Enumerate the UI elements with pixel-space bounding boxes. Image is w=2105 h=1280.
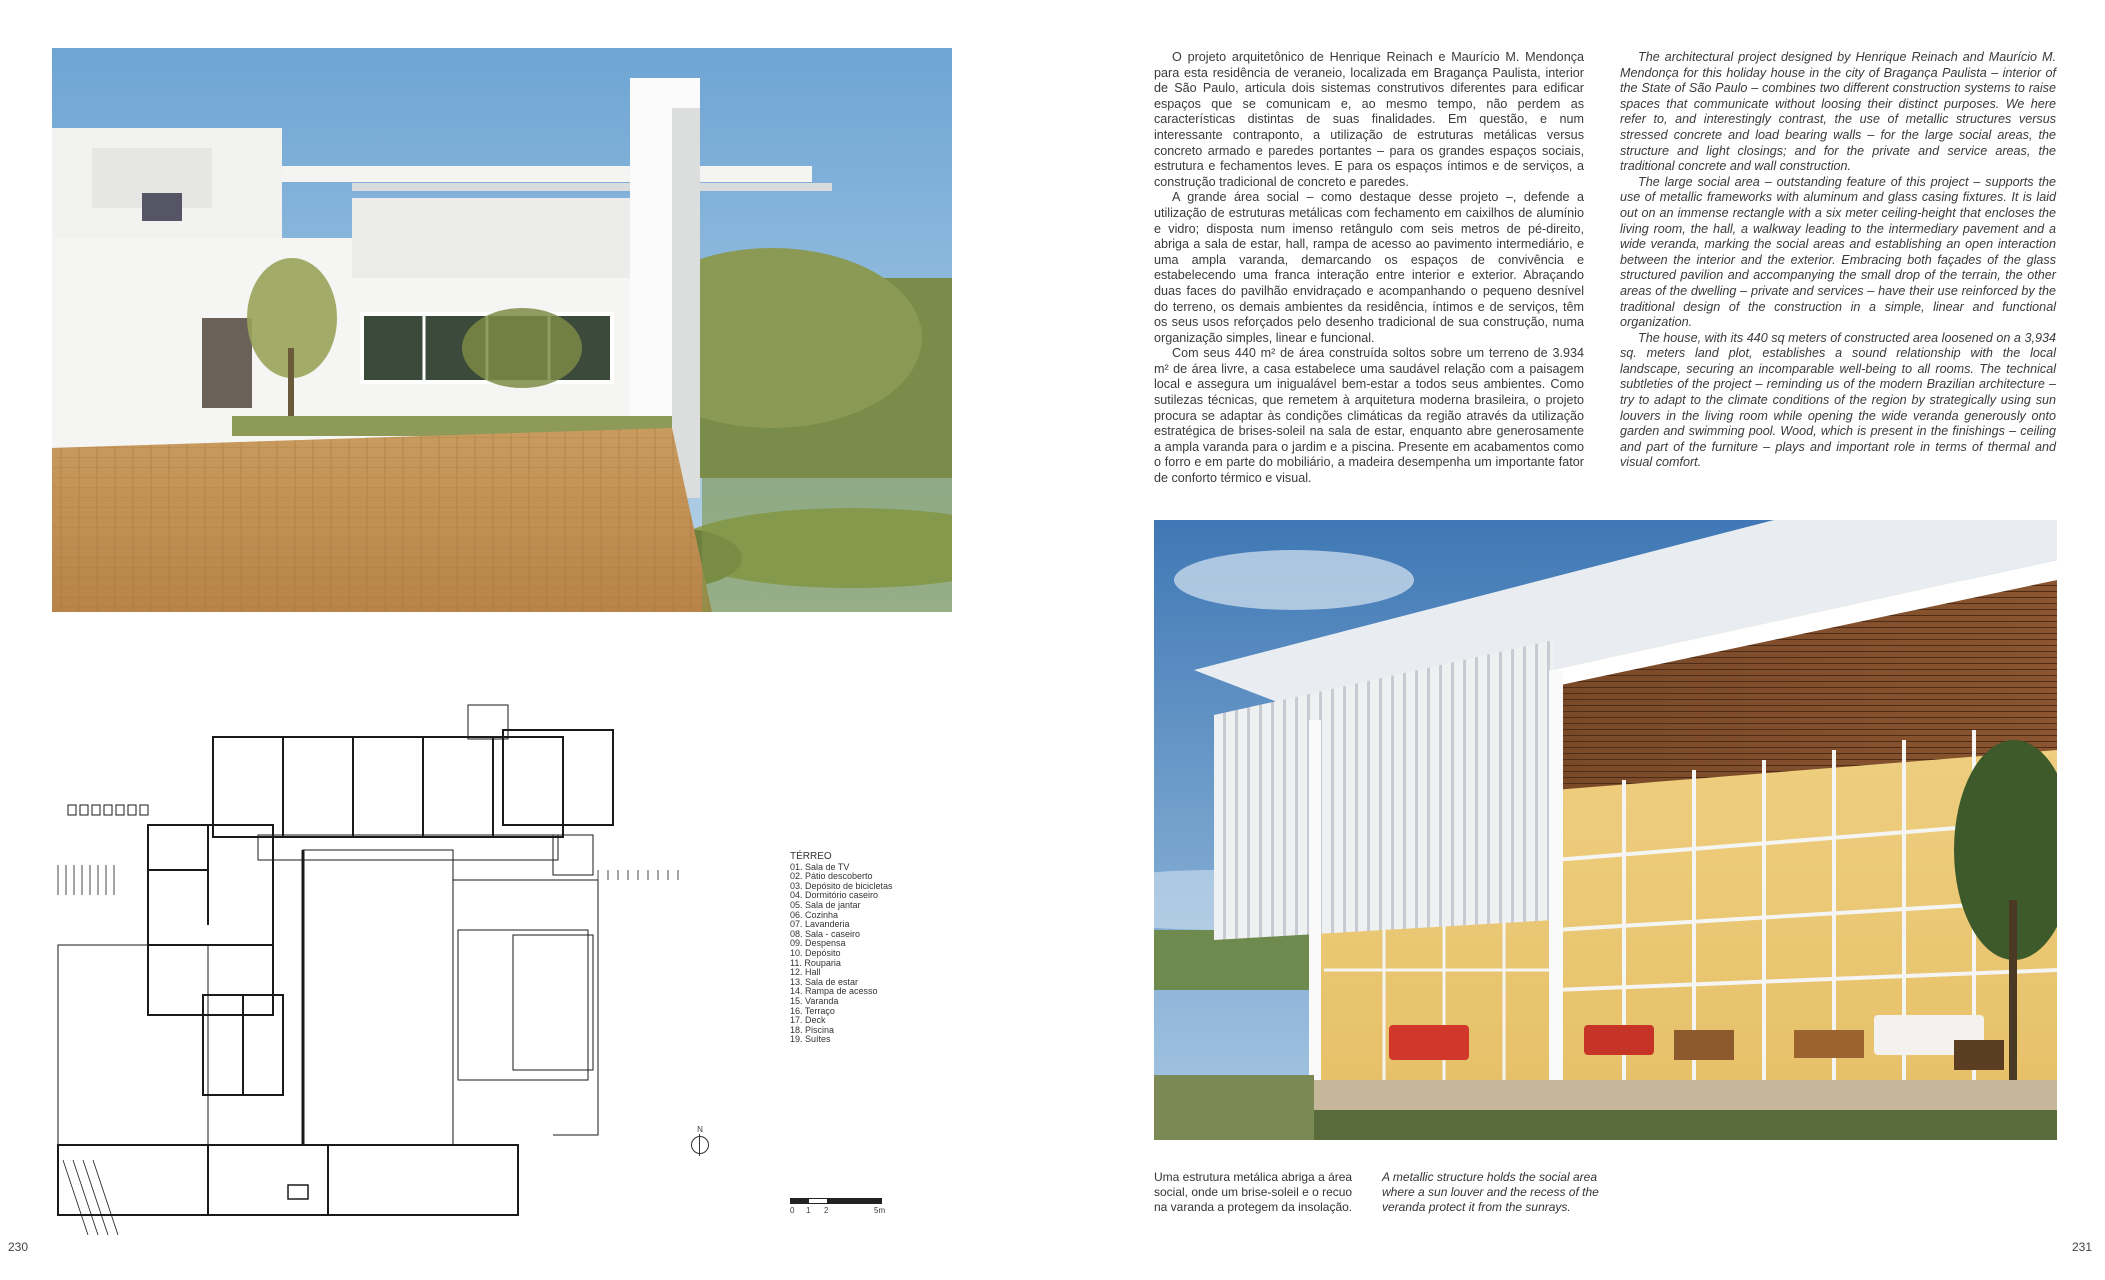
body-text-portuguese bbox=[1154, 50, 1584, 487]
legend-item: 03. Depósito de bicicletas bbox=[790, 880, 893, 891]
legend-item: 17. Deck bbox=[790, 1015, 826, 1026]
legend-item: 16. Terraço bbox=[790, 1005, 835, 1016]
legend-item: 07. Lavanderia bbox=[790, 919, 850, 930]
caption-english: A metallic structure holds the social area where a sun louver and the recess of the veranda protect it from the sunrays. bbox=[1382, 1170, 1599, 1214]
paragraph: The architectural project designed by Henrique Reinach and Maurício M. Mendonça for this holiday house in the city of Bragança Paulista – interior of the State of São Paulo – combines two different construction systems to raise spaces that communicate without loosing their distinct purposes. We here refer to, and interestingly contrast, the use of metallic structures versus stressed concrete and load bearing walls – for the large social areas, the structure and light closings; and for the private and service areas, the traditional concrete and wall construction. bbox=[1620, 50, 2056, 174]
exterior-photo bbox=[52, 48, 952, 612]
legend-item: 05. Sala de jantar bbox=[790, 899, 861, 910]
page-number-left: 230 bbox=[8, 1240, 29, 1254]
veranda-photo-icon bbox=[1154, 520, 2057, 1140]
legend-item: 12. Hall bbox=[790, 967, 821, 978]
scale-bar-graphic bbox=[790, 1198, 882, 1204]
legend-item: 01. Sala de TV bbox=[790, 861, 850, 872]
floor-plan-drawing-icon bbox=[48, 695, 768, 1235]
paragraph: O projeto arquitetônico de Henrique Reinach e Maurício M. Mendonça para esta residência de veraneio, localizada em Bragança Paulista, interior de São Paulo, articula dois sistemas construtivos diferentes para edificar espaços que se comunicam e, ao mesmo tempo, não perdem as características distintas de suas finalidades. Em questão, e num interessante contraponto, a utilização de estruturas metálicas versus concreto armado e paredes portantes – para os grandes espaços sociais, estrutura e fechamentos leves. E para os espaços íntimos e de serviços, a construção tradicional de concreto e paredes. bbox=[1154, 50, 1584, 189]
body-text-english bbox=[1620, 50, 2056, 471]
scale-label: 0 bbox=[790, 1206, 795, 1215]
scale-label: 1 bbox=[806, 1206, 811, 1215]
paragraph: The large social area – outstanding feature of this project – supports the use of metallic frameworks with aluminum and glass casing fixtures. It is laid out on an immense rectangle with a six meter ceiling-height that encloses the living room, the hall, a walkway leading to the intermediary pavement and a wide veranda, marking the social areas and establishing an open interaction between the interior and the exterior. Embracing both façades of the glass structured pavilion and accompanying the small drop of the terrain, the other areas of the dwelling – private and services – have their use reinforced by the traditional design of the construction in a simple, linear and functional organization. bbox=[1620, 174, 2056, 330]
house-exterior-photo-icon bbox=[52, 48, 952, 612]
legend-item: 11. Rouparia bbox=[790, 957, 841, 968]
paragraph: Com seus 440 m² de área construída soltos sobre um terreno de 3.934 m² de área livre, a casa estabelece uma saudável relação com a paisagem local e assegura um inigualável bem-estar a todos seus ambientes. Como sutilezas técnicas, que remetem à arquitetura moderna brasileira, o projeto procura se adaptar às condições climáticas da região através da utilização estratégica de brises-soleil na sala de estar, enquanto abre generosamente a ampla varanda para o jardim e a piscina. Presente em acabamentos como o forro e em parte do mobiliário, a madeira desempenha um importante fator de conforto térmico e visual. bbox=[1154, 346, 1584, 486]
legend-item: 19. Suítes bbox=[790, 1034, 831, 1045]
legend-title: TÉRREO bbox=[790, 851, 832, 862]
scale-bar bbox=[790, 1198, 890, 1222]
legend-item: 18. Piscina bbox=[790, 1024, 835, 1035]
legend-item: 10. Depósito bbox=[790, 947, 841, 958]
paragraph: The house, with its 440 sq meters of constructed area loosened on a 3,934 sq. meters land plot, establishes a sound relationship with the local landscape, securing an incomparable well-being to all rooms. The technical subtleties of the project – reminding us of the modern Brazilian architecture – try to adapt to the climate conditions of the region by strategically using sun louvers in the living room while opening the wide veranda generously onto garden and swimming pool. Wood, which is present in the finishings – ceiling and part of the furniture – plays and important role in terms of thermal and visual comfort. bbox=[1620, 330, 2056, 470]
legend-item: 14. Rampa de acesso bbox=[790, 986, 878, 997]
page-number-right: 231 bbox=[2072, 1240, 2093, 1254]
legend-item: 02. Pátio descoberto bbox=[790, 871, 873, 882]
legend-item: 09. Despensa bbox=[790, 938, 846, 949]
legend-item: 04. Dormitório caseiro bbox=[790, 890, 879, 901]
floor-plan-legend bbox=[790, 852, 900, 1045]
north-arrow bbox=[688, 1125, 712, 1165]
paragraph: A grande área social – como destaque desse projeto –, defende a utilização de estruturas metálicas com fechamento em caixilhos de alumínio e vidro; disposta num imenso retângulo com seis metros de pé-direito, abriga a sala de estar, hall, rampa de acesso ao pavimento intermediário, e uma ampla varanda, demarcando os espaços de convivência e estabelecendo uma franca interação entre interior e exterior. Abraçando duas faces do pavilhão envidraçado e acompanhando o pequeno desnível do terreno, os demais ambientes da residência, íntimos e de serviços, têm os seus usos reforçados pelo desenho tradicional de sua construção, numa organização simples, linear e funcional. bbox=[1154, 190, 1584, 345]
north-arrow-icon bbox=[691, 1136, 709, 1154]
scale-label: 2 bbox=[824, 1206, 829, 1215]
floor-plan bbox=[48, 695, 768, 1235]
legend-item: 06. Cozinha bbox=[790, 909, 839, 920]
legend-item: 13. Sala de estar bbox=[790, 976, 859, 987]
caption-portuguese: Uma estrutura metálica abriga a área social, onde um brise-soleil e o recuo na varanda a protegem da insolação. bbox=[1154, 1170, 1353, 1214]
legend-item: 08. Sala - caseiro bbox=[790, 928, 861, 939]
north-label: N bbox=[697, 1125, 703, 1134]
veranda-photo bbox=[1154, 520, 2057, 1140]
scale-label: 5m bbox=[874, 1206, 886, 1215]
legend-item: 15. Varanda bbox=[790, 995, 839, 1006]
